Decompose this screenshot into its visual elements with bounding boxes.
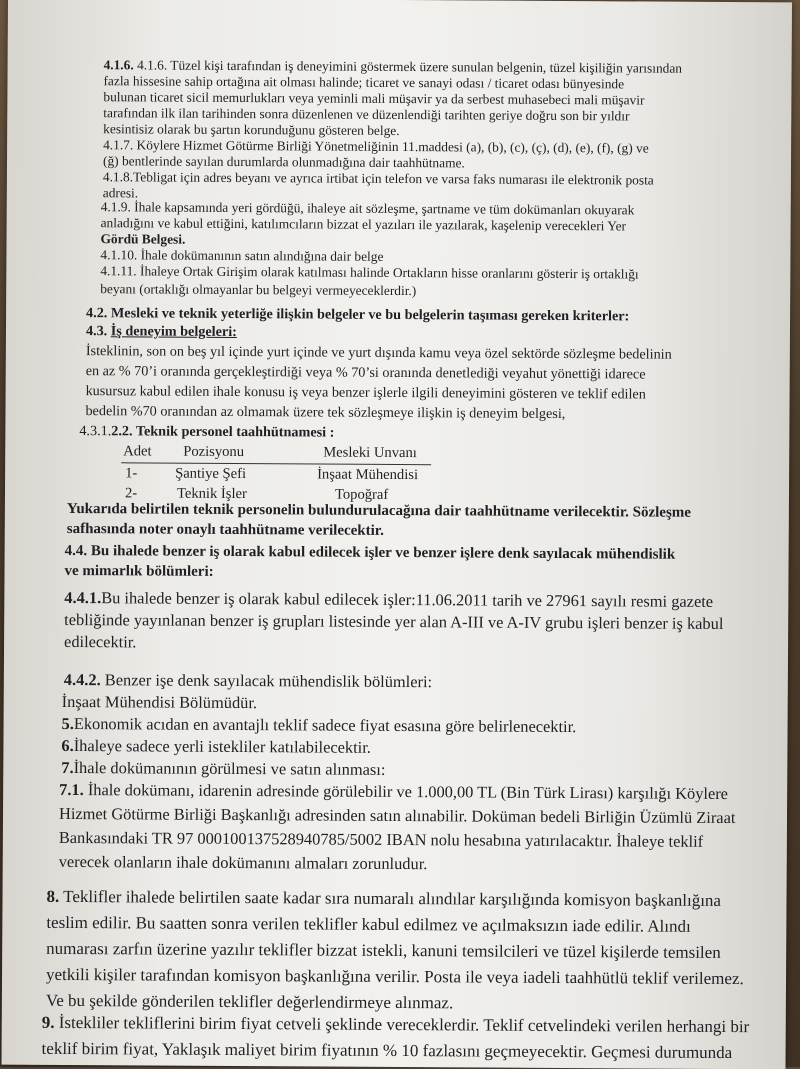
paragraph-4-1-7-line-1: 4.1.7. Köylere Hizmet Götürme Birliği Yönetmeliğinin 11.maddesi (a), (b), (c), (ç), (d), (e), (f), (g) ve [103,137,649,156]
paragraph-4-1-11-line-1: 4.1.11. İhaleye Ortak Girişim olarak katılması halinde Ortakların hisse oranlarını gösterir iş ortaklığı [100,263,639,282]
heading-4-3-1 [79,424,334,440]
clause-number: 4.1.6. [103,57,134,73]
paragraph-8-line-5: Ve bu şekilde gönderilen teklifler değerlendirmeye alınmaz. [45,990,454,1013]
paragraph-4-1-6-line-3: bulunan ticaret sicil memurlukları veya yeminli mali müşavir ya da serbest muhasebeci mali müşavir [103,89,645,108]
paragraph-9-line-2: teklif birim fiyat, Yaklaşık maliyet birim fiyatının % 10 fazlasını geçmeyecektir. Geçmesi durumunda [41,1038,733,1063]
text: İhale dokümanı, idarenin adresinde görülebilir ve 1.000,00 TL (Bin Türk Lirası) karşılığı Köylere [83,780,729,804]
text: İhaleye sadece yerli istekliler katılabilecektir. [73,736,371,757]
text: Ekonomik acıdan en avantajlı teklif sadece fiyat esasına göre belirlenecektir. [73,714,577,737]
paragraph-4-1-6-line-5: kesintisiz olarak bu şartın korunduğunu gösteren belge. [103,121,400,138]
table-row-1-adet: 1- [125,465,138,482]
paragraph-7 [61,757,386,779]
table-header-pozisyonu: Pozisyonu [183,443,245,461]
paragraph-4-1-9-line-2: anladığını ve kabul ettiğini, katılımcıların bizzat el yazıları ile yazılarak, kaşelenip verecekleri Yer [100,215,627,234]
text: 4.1.6. Tüzel kişi tarafından iş deneyimini göstermek üzere sunulan belgenin, tüzel kişiliğin yarısından [137,57,683,76]
paragraph-4-1-8-line-2: adresi. [102,185,139,201]
clause-number: 4.4.2. [63,669,101,690]
text: İstekliler tekliflerini birim fiyat cetveli şeklinde vereceklerdir. Teklif cetvelindeki verilen herhangi bir [54,1012,750,1037]
text: Teklifler ihalede belirtilen saate kadar sıra numaralı alındılar karşılığında komisyon başkanlığına [59,886,722,910]
paragraph-4-3-line-4: bedelin %70 oranından az olmamak üzere tek sözleşmeye ilişkin iş deneyim belgesi, [85,403,566,423]
clause-number: 9. [41,1012,55,1032]
clause-number: 6. [61,735,74,756]
paragraph-7-1-line-4: verecek olanların ihale dokümanını almaları zorunludur. [58,851,428,874]
clause-number: 8. [46,886,60,906]
paragraph-7-1-line-2: Hizmet Götürme Birliği Başkanlığı adresinden satın alınabilir. Doküman bedeli Birliğin Üzümlü Ziraat [58,803,736,828]
paragraph-9-line-1 [42,1014,750,1035]
heading-text: 2.2. Teknik personel taahhütnamesi : [111,423,335,441]
paragraph-6 [61,735,371,757]
paragraph-8-line-2: teslim edilir. Bu saatten sonra verilen teklifler kabul edilmez ve açılmaksızın iade edilir. Alındı [46,912,691,936]
clause-number: 4.4.1. [64,587,102,608]
paragraph-4-1-6-line-2: fazla hissesine sahip ortağına ait olması halinde; ticaret ve sanayi odası / ticaret odası bünyesinde [103,73,625,92]
table-header-rule [121,462,431,465]
paragraph-4-4-1-line-1 [64,587,714,611]
statement-line-2: safhasında noter onaylı taahhütname verilecektir. [66,520,384,539]
paragraph-5 [61,713,577,737]
paragraph-7-1-line-1 [59,779,729,804]
paragraph-4-1-9-line-1: 4.1.9. İhale kapsamında yeri gördüğü, ihaleye ait sözleşme, şartname ve tüm dokümanları okuyarak [100,199,635,218]
clause-number: 5. [61,713,74,734]
paragraph-4-3-line-3: kusursuz kabul edilen ihale konusu iş veya benzer işlerle ilgili deneyimini gösteren ve teklif edilen [85,383,646,403]
table-header-mesleki-unvani: Mesleki Unvanı [323,444,417,462]
table-row-1-unvan: İnşaat Mühendisi [317,466,419,484]
paragraph-4-1-9-line-3: Gördü Belgesi. [100,231,186,247]
paragraph-4-3-line-1: İsteklinin, son on beş yıl içinde yurt içinde ve yurt dışında kamu veya özel sektörde sözleşme bedelinin [85,343,672,363]
text: İhale dokümanının görülmesi ve satın alınması: [73,758,386,779]
paragraph-8-line-4: yetkili kişiler tarafından komisyon başkanlığına verilir. Posta ile veya iadeli taahhütlü teklif verilemez. [45,964,744,989]
table-row-2-adet: 2- [124,485,138,502]
paragraph-4-1-7-line-2: (ğ) bentlerinde sayılan durumlarda olunmadığına dair taahhütname. [102,153,465,171]
paragraph-4-1-8-line-1: 4.1.8.Tebligat için adres beyanı ve ayrıca irtibat için telefon ve varsa faks numarası ile elektronik posta [102,169,654,188]
paragraph-4-1-6-line-1 [104,58,682,75]
paragraph-7-1-line-3: Bankasındaki TR 97 000100137528940785/5002 IBAN nolu hesabına yatırılacaktır. İhaleye teklif [58,827,704,851]
paragraph-8-line-1 [46,888,721,909]
heading-4-4-line-2: ve mimarlık bölümleri: [64,562,214,580]
text: Bu ihalede benzer iş olarak kabul edilecek işler:11.06.2011 tarih ve 27961 sayılı resmi gazete [101,588,714,611]
heading-4-2: 4.2. Mesleki ve teknik yeterliğe ilişkin belgeler ve bu belgelerin taşıması gereken kriterler: [86,305,630,325]
heading-4-4-line-1: 4.4. Bu ihalede benzer iş olarak kabul edilecek işler ve benzer işlere denk sayılacak mühendislik [64,542,676,563]
paragraph-4-4-1-line-2: tebliğinde yayınlanan benzer iş grupları listesinde yer alan A-III ve A-IV grubu işleri benzer iş kabul [64,609,724,633]
paragraph-4-4-2 [63,669,433,692]
table-row-2-pozisyonu: Teknik İşler [176,485,247,503]
paragraph-4-1-11-line-2: beyanı (ortaklığı olmayanlar bu belgeyi vermeyeceklerdir.) [100,281,417,299]
heading-prefix: 4.3.1. [79,423,112,440]
table-row-2-unvan: Topoğraf [334,486,389,503]
text: Benzer işe denk sayılacak mühendislik bölümleri: [104,670,433,692]
document-page [1,0,792,1069]
clause-number: 7.1. [59,779,84,800]
paragraph-4-1-6-line-4: tarafından ilk ilan tarihinden sonra düzenlenen ve düzenlendiği tarihten geriye doğru son bir yıldır [103,105,630,124]
paragraph-4-4-2-b: İnşaat Mühendisi Bölümüdür. [61,691,258,713]
statement-line-1: Yukarıda belirtilen teknik personelin bulundurulacağına dair taahhütname verilecektir. Sözleşme [66,500,692,521]
heading-4-3: 4.3. İş deneyim belgeleri: [85,323,237,341]
paragraph-4-3-line-2: en az % 70’i oranında gerçekleştirdiği veya % 70’si oranında denetlediği veyahut yönettiği idarece [85,363,646,383]
heading-4-3-underlined: İş deneyim belgeleri: [110,323,237,341]
document-text [1,0,792,1069]
table-header-adet: Adet [123,443,152,460]
clause-number: 7. [61,757,74,778]
paragraph-8-line-3: numarası zarfın üzerine yazılır teklifler bizzat istekli, kanuni temsilcileri ve tüzel kişilerde temsilen [46,938,721,962]
paragraph-4-1-10: 4.1.10. İhale dokümanının satın alındığına dair belge [100,247,384,264]
paragraph-4-4-1-line-3: edilecektir. [64,631,137,652]
table-row-1-pozisyonu: Şantiye Şefi [175,465,247,483]
